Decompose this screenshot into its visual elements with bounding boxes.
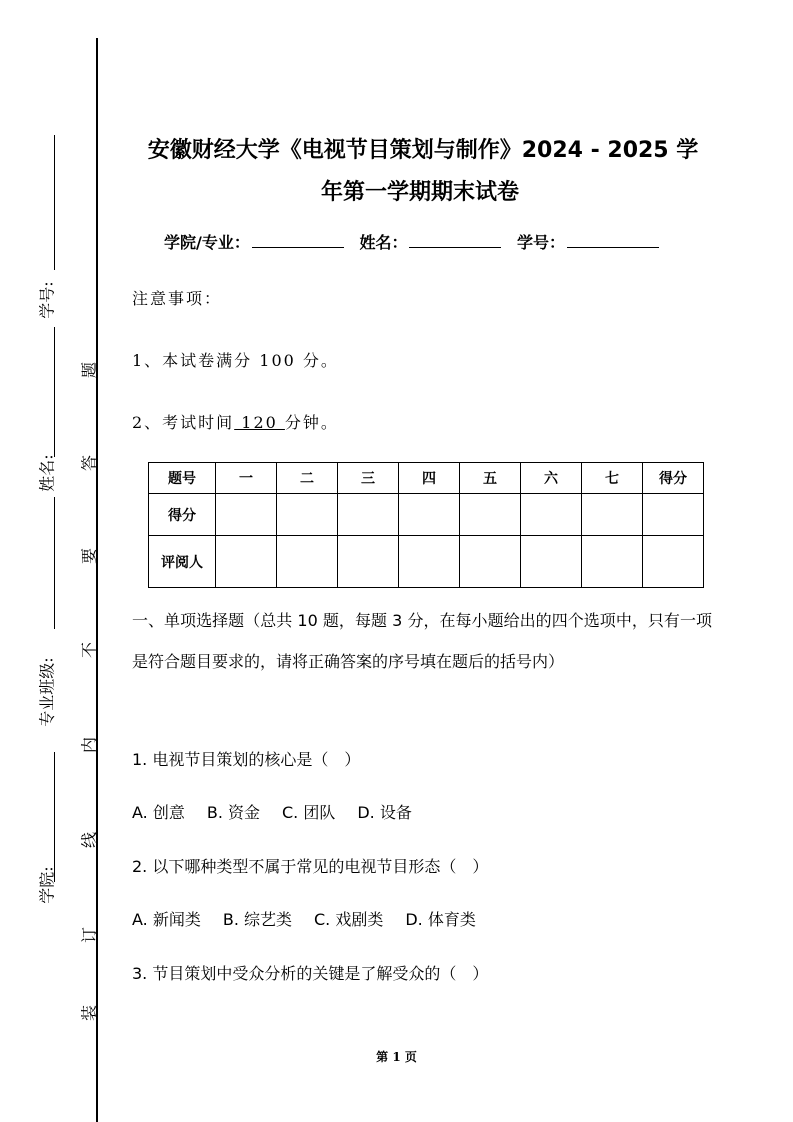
option[interactable]: B. 综艺类 (222, 910, 292, 929)
margin-line (54, 752, 55, 882)
seal-char: 线 (79, 831, 99, 849)
name-label: 姓名： (359, 233, 408, 252)
margin-class-label: 专业班级: (37, 657, 57, 727)
table-header: 四 (399, 463, 460, 494)
table-cell (216, 536, 277, 588)
row-label: 得分 (149, 494, 216, 536)
table-cell (582, 536, 643, 588)
question-3: 3. 节目策划中受众分析的关键是了解受众的（ ） (132, 964, 489, 983)
seal-char: 订 (79, 926, 99, 944)
seal-char: 内 (79, 736, 99, 754)
question-1: 1. 电视节目策划的核心是（ ） (132, 750, 361, 769)
section1-instructions: 一、单项选择题（总共 10 题，每题 3 分，在每小题给出的四个选项中，只有一项是符合题目要求的，请将正确答案的序号填在题后的括号内） (132, 611, 712, 671)
option[interactable]: B. 资金 (206, 803, 260, 822)
table-row (149, 536, 704, 588)
margin-line (54, 497, 55, 629)
table-cell (399, 494, 460, 536)
table-header: 六 (521, 463, 582, 494)
table-header: 题号 (149, 463, 216, 494)
margin-student-id-label: 学号: (37, 281, 57, 319)
table-header: 七 (582, 463, 643, 494)
table-cell (643, 536, 704, 588)
seal-char: 装 (79, 1004, 99, 1022)
margin-line (54, 135, 55, 270)
table-row (149, 494, 704, 536)
table-header: 二 (277, 463, 338, 494)
exam-title-line2: 年第一学期期末试卷 (320, 180, 519, 205)
table-header: 五 (460, 463, 521, 494)
student-id-field[interactable] (567, 233, 659, 248)
seal-char: 要 (79, 547, 99, 565)
row-label: 评阅人 (149, 536, 216, 588)
option[interactable]: A. 创意 (132, 803, 185, 822)
notice-item-2-prefix: 2、考试时间 (132, 413, 235, 432)
table-cell (460, 536, 521, 588)
notice-item-2-suffix: 分钟。 (284, 413, 339, 432)
seal-char: 不 (79, 641, 99, 659)
question-2: 2. 以下哪种类型不属于常见的电视节目形态（ ） (132, 857, 489, 876)
exam-title-line1: 安徽财经大学《电视节目策划与制作》2024 - 2025 学 (147, 138, 699, 163)
margin-college-label: 学院: (37, 866, 57, 904)
notice-heading: 注意事项： (132, 289, 223, 308)
margin-line (54, 327, 55, 457)
table-cell (277, 536, 338, 588)
table-header: 一 (216, 463, 277, 494)
question-1-options (132, 800, 434, 823)
table-cell (521, 494, 582, 536)
option[interactable]: D. 设备 (357, 803, 412, 822)
notice-item-1: 1、本试卷满分 100 分。 (132, 351, 339, 370)
option[interactable]: C. 团队 (282, 803, 336, 822)
score-table (148, 462, 704, 588)
student-info-row (164, 230, 669, 253)
question-2-options (132, 907, 498, 930)
seal-char: 答 (79, 454, 99, 472)
college-label: 学院/专业： (164, 233, 250, 252)
page-number: 第 1 页 (376, 1050, 417, 1064)
table-header-row (149, 463, 704, 494)
binding-line (96, 38, 98, 1122)
table-cell (521, 536, 582, 588)
notice-item-2 (132, 410, 339, 433)
table-header: 得分 (643, 463, 704, 494)
table-cell (399, 536, 460, 588)
table-cell (582, 494, 643, 536)
table-cell (277, 494, 338, 536)
exam-duration: 120 (234, 413, 285, 432)
name-field[interactable] (409, 233, 501, 248)
table-cell (338, 536, 399, 588)
college-field[interactable] (252, 233, 344, 248)
option[interactable]: C. 戏剧类 (314, 910, 384, 929)
table-cell (460, 494, 521, 536)
table-header: 三 (338, 463, 399, 494)
margin-name-label: 姓名: (37, 454, 57, 492)
option[interactable]: D. 体育类 (405, 910, 476, 929)
seal-char: 题 (79, 361, 99, 379)
table-cell (643, 494, 704, 536)
option[interactable]: A. 新闻类 (132, 910, 201, 929)
student-id-label: 学号： (517, 233, 566, 252)
table-cell (338, 494, 399, 536)
table-cell (216, 494, 277, 536)
